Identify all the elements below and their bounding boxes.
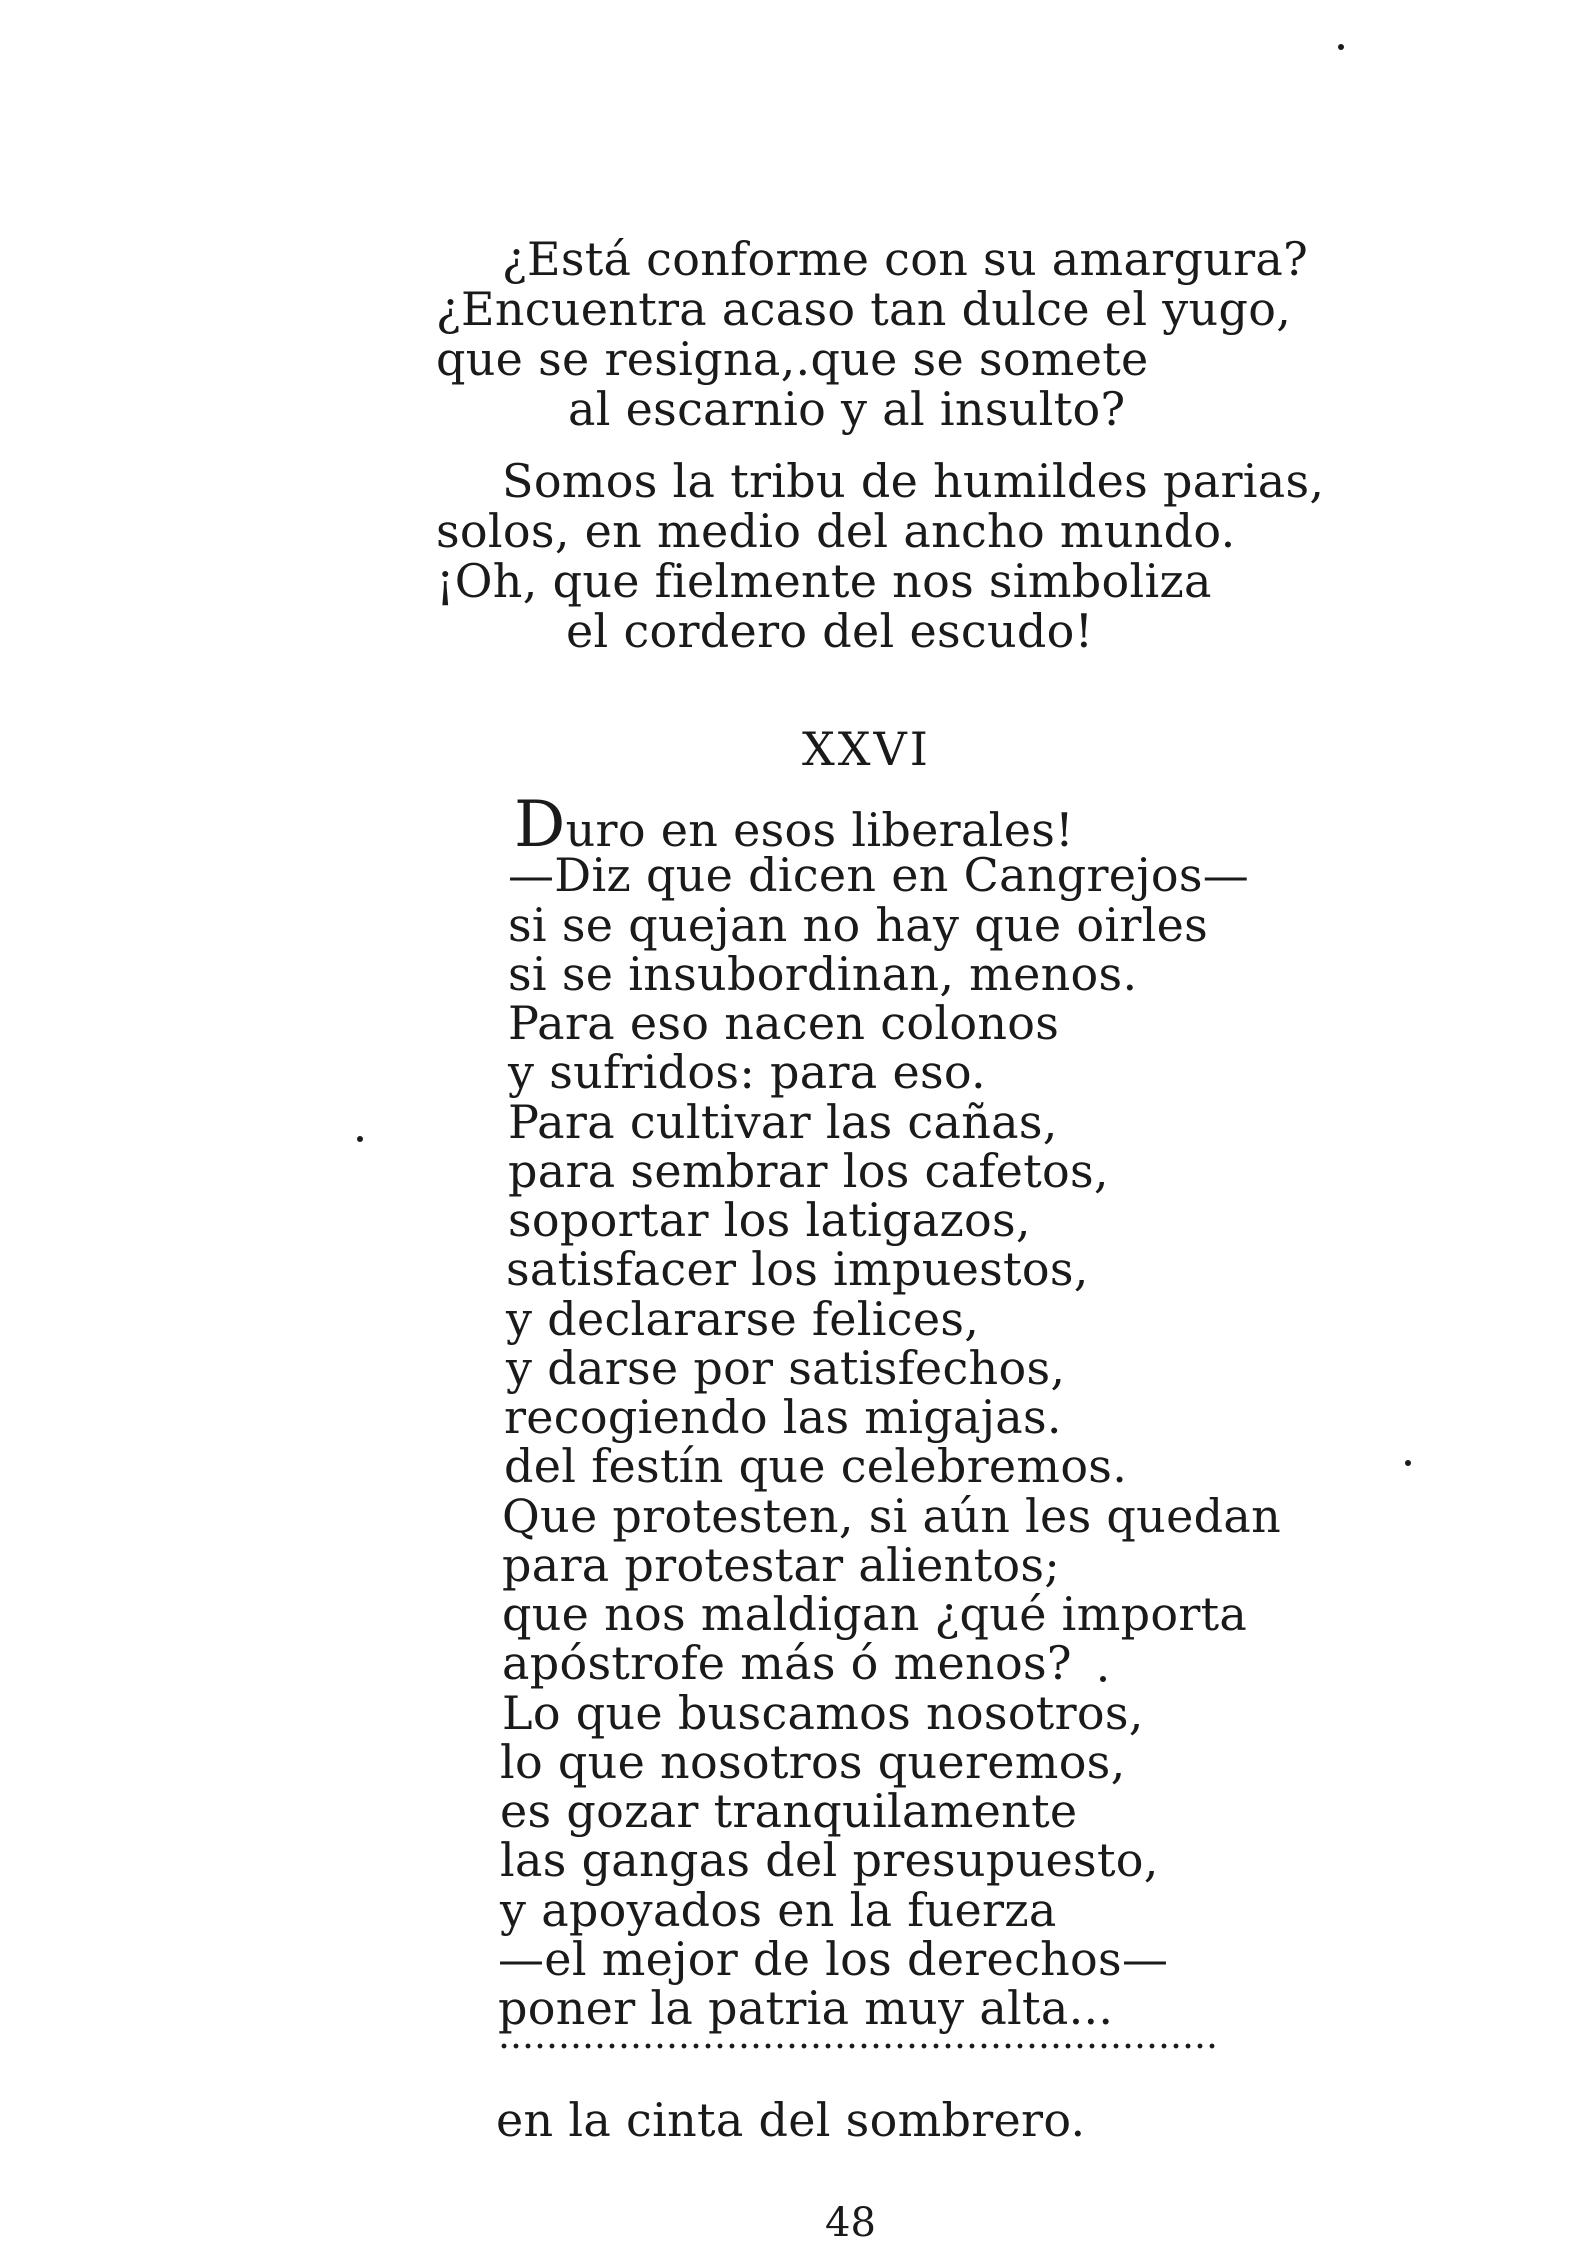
poem-line: soportar los latigazos, bbox=[508, 1193, 1031, 1247]
poem-line: que se resigna,.que se somete bbox=[436, 332, 1149, 386]
poem-line: para protestar alientos; bbox=[502, 1538, 1061, 1592]
poem-line: —el mejor de los derechos— bbox=[498, 1932, 1169, 1986]
poem-line: y declararse felices, bbox=[506, 1292, 980, 1346]
poem-line: el cordero del escudo! bbox=[566, 604, 1094, 658]
scan-speck bbox=[357, 1136, 363, 1142]
poem-line: Lo que buscamos nosotros, bbox=[502, 1686, 1144, 1740]
poem-line: del festín que celebremos. bbox=[504, 1439, 1128, 1493]
poem-line: Para eso nacen colonos bbox=[508, 996, 1060, 1050]
poem-line: lo que nosotros queremos, bbox=[500, 1735, 1126, 1789]
page-number: 48 bbox=[825, 2200, 876, 2246]
poem-line: solos, en medio del ancho mundo. bbox=[436, 504, 1236, 558]
poem-line: y darse por satisfechos, bbox=[506, 1341, 1066, 1395]
poem-last-line: en la cinta del sombrero. bbox=[496, 2093, 1086, 2147]
poem-line: —Diz que dicen en Cangrejos— bbox=[508, 848, 1250, 902]
poem-line: apóstrofe más ó menos? bbox=[502, 1636, 1072, 1690]
poem-line: es gozar tranquilamente bbox=[500, 1784, 1078, 1838]
poem-line: ¿Encuentra acaso tan dulce el yugo, bbox=[436, 282, 1292, 336]
poem-line: recogiendo las migajas. bbox=[504, 1390, 1062, 1444]
drop-cap: D bbox=[514, 788, 566, 862]
poem-line: y apoyados en la fuerza bbox=[500, 1883, 1057, 1937]
poem-first-line bbox=[514, 788, 1074, 862]
poem-line: poner la patria muy alta... bbox=[498, 1981, 1114, 2035]
scan-speck bbox=[1100, 1676, 1106, 1682]
poem-line: y sufridos: para eso. bbox=[508, 1045, 986, 1099]
poem-line: Somos la tribu de humildes parias, bbox=[502, 454, 1325, 508]
first-line-text: uro en esos liberales! bbox=[565, 803, 1074, 857]
poem-line: ¡Oh, que fielmente nos simboliza bbox=[436, 554, 1212, 608]
scan-speck bbox=[1338, 44, 1344, 50]
poem-line: ¿Está conforme con su amargura? bbox=[502, 232, 1309, 286]
poem-line: al escarnio y al insulto? bbox=[568, 382, 1126, 436]
poem-line: las gangas del presupuesto, bbox=[500, 1833, 1159, 1887]
section-heading: XXVI bbox=[802, 722, 931, 776]
poem-line: para sembrar los cafetos, bbox=[508, 1144, 1109, 1198]
poem-line: si se insubordinan, menos. bbox=[508, 947, 1138, 1001]
poem-line: que nos maldigan ¿qué importa bbox=[502, 1587, 1248, 1641]
poem-line: Para cultivar las cañas, bbox=[508, 1095, 1058, 1149]
ellipsis-dotted-line bbox=[498, 2042, 1218, 2050]
poem-line: Que protesten, si aún les quedan bbox=[502, 1489, 1281, 1543]
scan-speck bbox=[1405, 1460, 1411, 1466]
poem-line: si se quejan no hay que oirles bbox=[508, 898, 1209, 952]
poem-line: satisfacer los impuestos, bbox=[506, 1242, 1089, 1296]
